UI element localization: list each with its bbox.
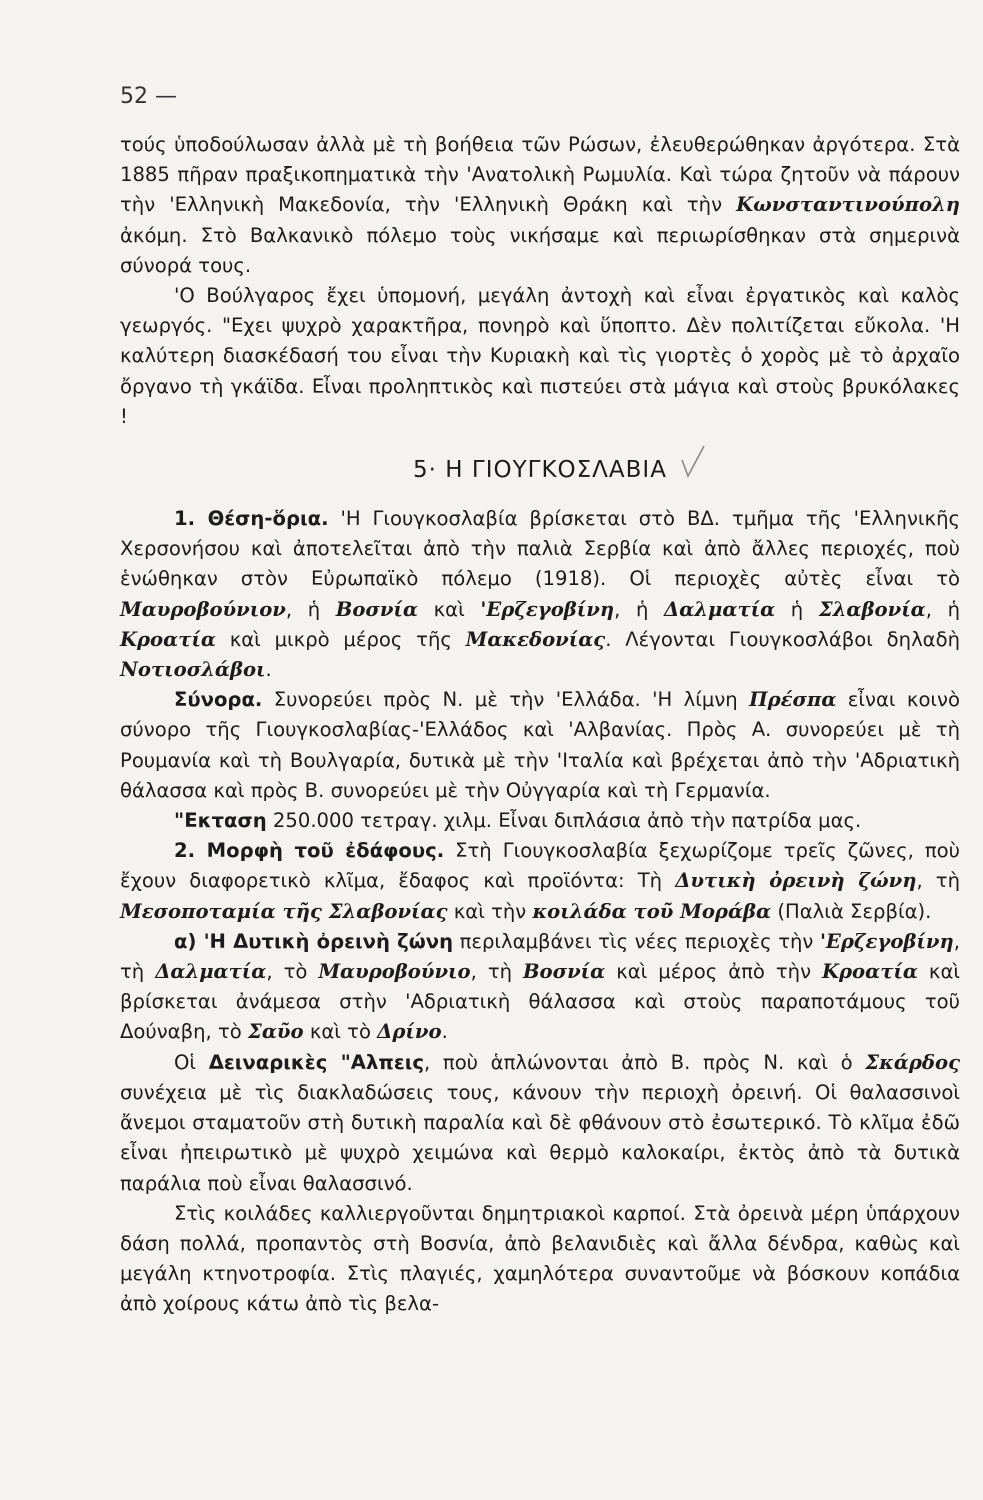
italic-term: Δαλματία <box>664 597 776 621</box>
paragraph-western-zone <box>120 927 960 1048</box>
text-run: , ἡ <box>285 597 336 621</box>
paragraph-valleys: Στὶς κοιλάδες καλλιεργοῦνται δημητριακοὶ καρποί. Στὰ ὀρεινὰ μέρη ὑπάρχουν δάση πολλά, προπαντὸς στὴ Βοσνία, ἀπὸ βελανιδιὲς καὶ ἄλλα δένδρα, καθὼς καὶ μεγάλη κτηνοτροφία. Στὶς πλαγιές, χαμηλότερα συναντοῦμε νὰ βόσκουν κοπάδια ἀπὸ χοίρους κάτω ἀπὸ τὶς βελα- <box>120 1201 960 1316</box>
text-run: καὶ τὴν <box>447 899 533 923</box>
italic-term: Μεσοποταμία τῆς Σλαβονίας <box>120 899 448 923</box>
italic-term: Πρέσπα <box>749 688 837 712</box>
italic-term: Σαῦο <box>247 1020 304 1044</box>
paragraph-terrain <box>120 836 960 927</box>
text-run: καὶ μέρος ἀπὸ τὴν <box>605 960 822 984</box>
subheading: Σύνορα. <box>174 688 263 712</box>
paragraph-bulgarian-character: 'Ο Βούλγαρος ἔχει ὑπομονή, μεγάλη ἀντοχὴ καὶ εἶναι ἐργατικὸς καὶ καλὸς γεωργός. "Εχει ψυχρὸ χαρακτῆρα, πονηρὸ καὶ ὕποπτο. Δὲν πολιτίζεται εὔκολα. 'Η καλύτερη διασκέδασή του εἶναι τὴν Κυριακὴ καὶ τὶς γιορτὲς ὁ χορὸς μὲ τὸ ἀρχαῖο ὄργανο τὴ γκάϊδα. Εἶναι προληπτικὸς καὶ πιστεύει στὰ μάγια καὶ στοὺς βρυκόλακες ! <box>120 284 960 428</box>
text-run: . Λέγονται Γιουγκοσλάβοι δηλαδὴ <box>605 627 960 651</box>
text-run: , τὴ <box>470 960 523 984</box>
subheading: Δειναρικὲς "Αλπεις <box>208 1050 425 1074</box>
text-run: ἀκόμη. Στὸ Βαλκανικὸ πόλεμο τοὺς νικήσαμε καὶ περιωρίσθηκαν στὰ σημερινὰ σύνορά τους. <box>120 223 960 277</box>
italic-term: κοιλάδα τοῦ Μοράβα <box>532 899 772 923</box>
text-run: 250.000 τετραγ. χιλμ. Εἶναι διπλάσια ἀπὸ τὴν πατρίδα μας. <box>266 809 862 833</box>
subheading: "Εκταση <box>174 809 267 833</box>
header-dash: — <box>155 84 177 109</box>
italic-term: Σκάρδος <box>865 1050 960 1074</box>
text-run: καὶ τὸ <box>303 1020 378 1044</box>
text-run: , ποὺ ἁπλώνονται ἀπὸ Β. πρὸς Ν. καὶ ὁ <box>424 1050 866 1074</box>
text-run: Συνορεύει πρὸς Ν. μὲ τὴν 'Ελλάδα. 'Η λίμνη <box>262 688 750 712</box>
page-header <box>120 84 177 109</box>
italic-term: Μαυροβούνιο <box>318 960 471 984</box>
paragraph-borders <box>120 685 960 806</box>
italic-term: Βοσνία <box>335 597 418 621</box>
text-run: . <box>265 658 272 682</box>
page-number: 52 <box>120 84 148 109</box>
text-run: , ἡ <box>614 597 665 621</box>
text-run: συνέχεια μὲ τὶς διακλαδώσεις τους, κάνουν τὴν περιοχὴ ὀρεινή. Οἱ θαλασσινοὶ ἄνεμοι σταματοῦν στὴ δυτικὴ παραλία καὶ δὲ φθάνουν στὸ ἐσωτερικό. Τὸ κλῖμα ἐδῶ εἶναι ἠπειρωτικὸ μὲ ψυχρὸ χειμώνα καὶ θερμὸ καλοκαίρι, ἐκτὸς ἀπὸ τὰ δυτικὰ παράλια ποὺ εἶναι θαλασσινό. <box>120 1080 960 1195</box>
section-title: 5· Η ΓΙΟΥΓΚΟΣΛΑΒΙΑ <box>413 457 667 484</box>
text-run: , ἡ <box>925 597 961 621</box>
text-run: 'Η Γιουγκοσλαβία βρίσκεται στὸ ΒΔ. τμῆμα τῆς 'Ελληνικῆς Χερσονήσου καὶ ἀποτελεῖται ἀπὸ τὴν παλιὰ Σερβία καὶ ἀπὸ ἄλλες περιοχές, ποὺ ἑνώθηκαν στὸν Εὐρωπαϊκὸ πόλεμο (1918). Οἱ περιοχὲς αὐτὲς εἶναι τὸ <box>120 507 960 591</box>
text-run: Οἱ <box>174 1050 209 1074</box>
text-run: , τὴ <box>120 929 960 984</box>
subheading: 1. Θέση-ὅρια. <box>174 507 329 531</box>
text-run: (Παλιὰ Σερβία). <box>771 899 932 923</box>
italic-term: Βοσνία <box>523 960 606 984</box>
italic-term: Κωνσταντινούπολη <box>736 193 960 217</box>
text-run: τούς ὑποδούλωσαν ἀλλὰ μὲ τὴ βοήθεια τῶν Ρώσων, ἐλευθερώθηκαν ἀργότερα. Στὰ 1885 πῆραν πραξικοπηματικὰ τὴν 'Ανατολικὴ Ρωμυλία. Καὶ τώρα ζητοῦν νὰ πάρουν τὴν 'Ελληνικὴ Μακεδονία, τὴν 'Ελληνικὴ Θράκη καὶ τὴν <box>120 133 960 217</box>
text-run: ἡ <box>775 597 819 621</box>
italic-term: Δαλματία <box>155 960 267 984</box>
text-run: Στὴ Γιουγκοσλαβία ξεχωρίζομε τρεῖς ζῶνες, ποὺ ἔχουν διαφορετικὸ κλῖμα, ἔδαφος καὶ προϊόντα: Τὴ <box>120 839 961 893</box>
italic-term: Μαυροβούνιον <box>120 597 286 621</box>
italic-term: Κροατία <box>120 627 216 651</box>
italic-term: Κροατία <box>821 960 918 984</box>
subheading: 2. Μορφὴ τοῦ ἐδάφους. <box>174 839 445 863</box>
page-body <box>120 130 960 1320</box>
italic-term: 'Ερζεγοβίνη <box>480 597 615 621</box>
italic-term: Σλαβονία <box>818 597 926 621</box>
text-run: περιλαμβάνει τὶς νέες περιοχὲς τὴν <box>453 929 820 953</box>
italic-term: Μακεδονίας <box>465 627 606 651</box>
text-run: , τὴ <box>916 869 960 893</box>
paragraph-area <box>120 806 960 836</box>
text-run: καὶ <box>418 597 481 621</box>
text-run: καὶ μικρὸ μέρος τῆς <box>215 627 466 651</box>
paragraph-dinaric-alps <box>120 1048 960 1199</box>
italic-term: 'Ερζεγοβίνη <box>819 929 954 953</box>
italic-term: Νοτιοσλάβοι <box>120 658 266 682</box>
text-run: , τὸ <box>266 960 319 984</box>
subheading: α) 'Η Δυτικὴ ὀρεινὴ ζώνη <box>174 929 454 953</box>
paragraph-bulgarian-history <box>120 130 960 281</box>
text-run: . <box>441 1020 448 1044</box>
text-run: εἶναι κοινὸ σύνορο τῆς Γιουγκοσλαβίας-'Ελλάδος καὶ 'Αλβανίας. Πρὸς Α. συνορεύει μὲ τὴ Ρουμανία καὶ τὴ Βουλγαρία, δυτικὰ μὲ τὴν 'Ιταλία καὶ βρέχεται ἀπὸ τὴν 'Αδριατικὴ θάλασσα καὶ πρὸς Β. συνορεύει μὲ τὴν Οὐγγαρία καὶ τὴ Γερμανία. <box>120 688 960 802</box>
italic-term: Δυτικὴ ὀρεινὴ ζώνη <box>675 869 917 893</box>
text-run: καὶ βρίσκεται ἀνάμεσα στὴν 'Αδριατικὴ θάλασσα καὶ στοὺς παραποτάμους τοῦ Δούναβη, τὸ <box>120 960 960 1044</box>
paragraph-position-borders <box>120 504 960 685</box>
italic-term: Δρίνο <box>377 1020 442 1044</box>
